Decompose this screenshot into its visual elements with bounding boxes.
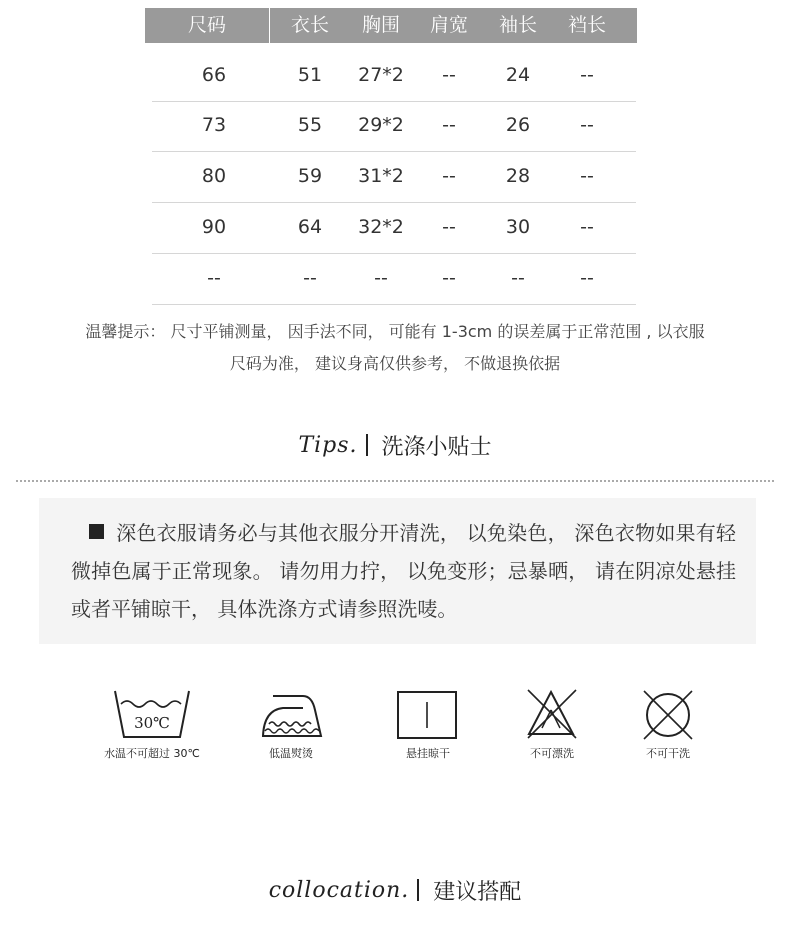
care-text: 深色衣服请务必与其他衣服分开清洗， 以免染色， 深色衣物如果有轻微掉色属于正常现象。 请勿用力拧， 以免变形；忌暴晒， 请在阴凉处悬挂或者平铺晾干， 具体洗涤方式请参照洗唛。 — [71, 521, 736, 621]
cell-shoulder: -- — [442, 165, 456, 187]
cell-shoulder: -- — [442, 64, 456, 86]
care-icon-hang — [358, 688, 498, 778]
cell-sleeve: -- — [511, 267, 525, 289]
cell-shoulder: -- — [442, 216, 456, 238]
wash-30-icon — [112, 688, 192, 740]
size-note-line-1: 温馨提示： 尺寸平铺测量， 因手法不同， 可能有 1-3cm 的误差属于正常范围 , 以衣服 — [85, 322, 705, 341]
cell-size: 90 — [201, 216, 227, 238]
table-row — [152, 50, 636, 102]
header-crotch: 裆长 — [567, 14, 606, 36]
table-row — [152, 151, 636, 203]
care-label-hang: 悬挂晾干 — [406, 747, 450, 760]
cell-chest: 32*2 — [358, 216, 404, 238]
no-bleach-icon — [524, 688, 580, 740]
wash-temp-text: 30℃ — [134, 714, 170, 732]
cell-chest: 29*2 — [358, 114, 404, 136]
cell-size: 66 — [201, 64, 227, 86]
iron-low-icon — [259, 688, 325, 740]
no-dry-clean-icon — [638, 688, 698, 740]
hang-dry-icon — [397, 688, 459, 740]
collocation-script-label: collocation. — [268, 877, 410, 903]
cell-size: 73 — [201, 114, 227, 136]
cell-length: 64 — [297, 216, 323, 238]
header-size: 尺码 — [187, 14, 226, 36]
care-label-iron: 低温熨烫 — [269, 747, 313, 760]
table-row — [152, 100, 636, 152]
table-row — [152, 202, 636, 254]
care-label-dry-clean: 不可干洗 — [646, 747, 690, 760]
cell-crotch: -- — [580, 64, 594, 86]
size-table — [145, 8, 637, 289]
table-header — [145, 8, 637, 43]
size-note-line-2: 尺码为准， 建议身高仅供参考， 不做退换依据 — [229, 354, 561, 373]
dotted-divider — [16, 480, 774, 482]
header-chest: 胸围 — [361, 14, 400, 36]
header-length: 衣长 — [290, 14, 329, 36]
collocation-section-title — [0, 870, 790, 910]
header-divider — [269, 8, 270, 43]
cell-length: 55 — [297, 114, 323, 136]
collocation-title: 建议搭配 — [433, 879, 522, 905]
cell-size: 80 — [201, 165, 227, 187]
tips-title: 洗涤小贴士 — [381, 434, 492, 460]
title-divider — [366, 434, 368, 456]
care-label-bleach: 不可漂洗 — [530, 747, 574, 760]
cell-chest: -- — [374, 267, 388, 289]
cell-crotch: -- — [580, 114, 594, 136]
cell-crotch: -- — [580, 165, 594, 187]
header-shoulder: 肩宽 — [429, 14, 468, 36]
cell-sleeve: 26 — [505, 114, 531, 136]
square-bullet-icon — [89, 524, 104, 539]
title-divider — [417, 879, 419, 901]
care-icon-wash — [82, 688, 222, 778]
table-row — [152, 253, 636, 305]
care-label-wash: 水温不可超过 30℃ — [104, 747, 200, 760]
cell-sleeve: 24 — [505, 64, 531, 86]
cell-shoulder: -- — [442, 114, 456, 136]
cell-length: 51 — [297, 64, 323, 86]
tips-section-title — [0, 425, 790, 465]
care-instructions-box — [39, 498, 756, 644]
care-text-block — [71, 514, 736, 628]
cell-chest: 31*2 — [358, 165, 404, 187]
cell-length: -- — [303, 267, 317, 289]
cell-crotch: -- — [580, 267, 594, 289]
cell-chest: 27*2 — [358, 64, 404, 86]
cell-crotch: -- — [580, 216, 594, 238]
cell-length: 59 — [297, 165, 323, 187]
care-icon-iron — [221, 688, 361, 778]
tips-script-label: Tips. — [298, 432, 358, 458]
header-sleeve: 袖长 — [498, 14, 537, 36]
cell-sleeve: 28 — [505, 165, 531, 187]
care-icon-dry-clean — [598, 688, 738, 778]
cell-sleeve: 30 — [505, 216, 531, 238]
cell-size: -- — [207, 267, 221, 289]
cell-shoulder: -- — [442, 267, 456, 289]
